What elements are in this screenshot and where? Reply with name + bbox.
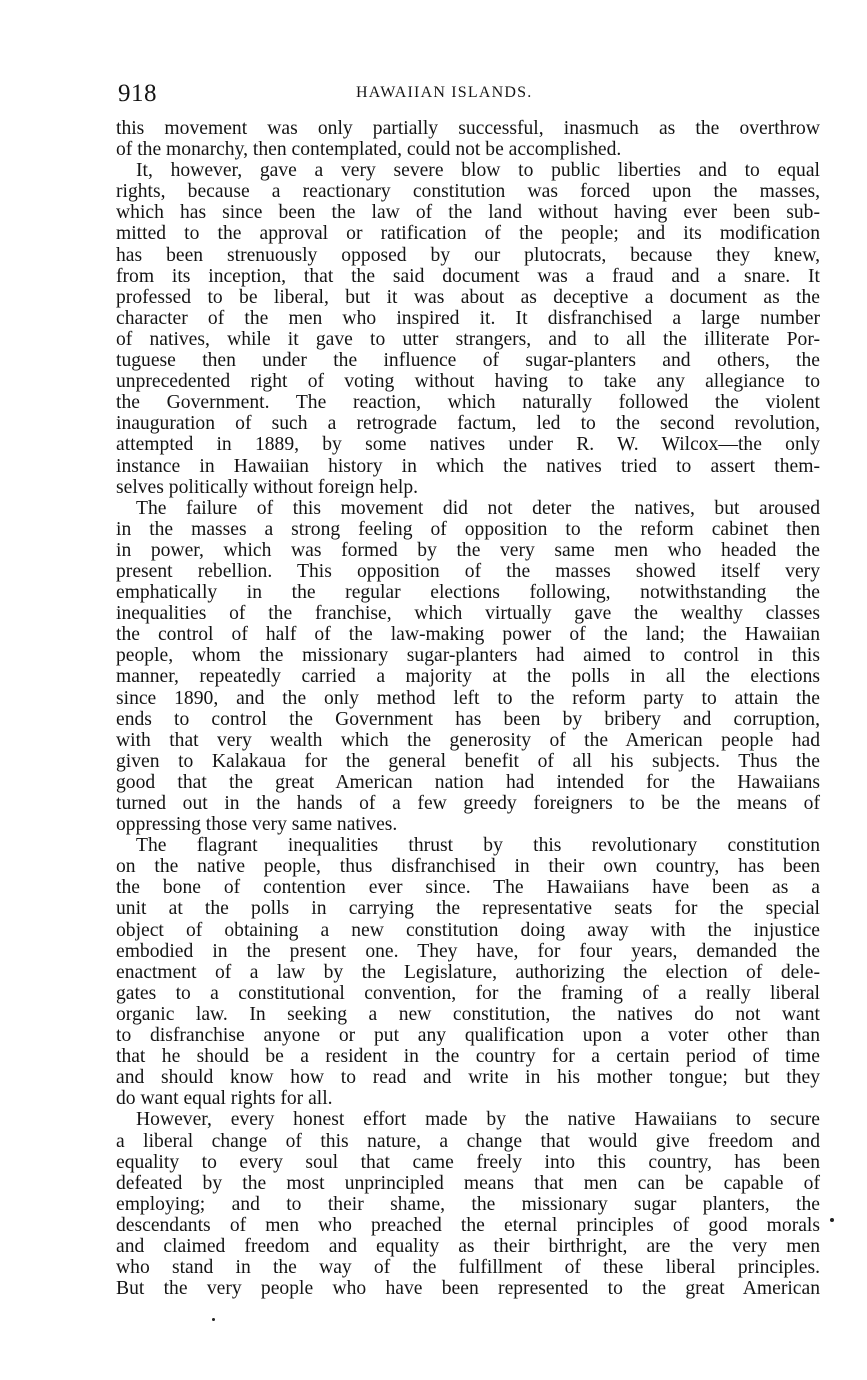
text-line: But the very people who have been represented to the great American: [116, 1278, 820, 1300]
text-line: of the monarchy, then contemplated, could not be accomplished.: [116, 139, 622, 161]
text-line: mitted to the approval or ratification of the people; and its modification: [116, 223, 820, 245]
ink-speck: [212, 1318, 215, 1321]
text-line: of natives, while it gave to utter strangers, and to all the illiterate Por-: [116, 328, 820, 350]
text-line: tuguese then under the influence of sugar-planters and others, the: [116, 350, 820, 372]
text-line: object of obtaining a new constitution doing away with the injustice: [116, 919, 820, 941]
text-line: with that very wealth which the generosity of the American people had: [116, 729, 820, 751]
text-line: It, however, gave a very severe blow to public liberties and to equal: [136, 160, 820, 182]
text-line: professed to be liberal, but it was about as deceptive a document as the: [116, 286, 820, 308]
text-line: in power, which was formed by the very same men who headed the: [116, 539, 820, 561]
text-line: which has since been the law of the land without having ever been sub-: [116, 202, 820, 224]
text-line: given to Kalakaua for the general benefit of all his subjects. Thus the: [116, 750, 820, 772]
text-line: manner, repeatedly carried a majority at the polls in all the elections: [116, 666, 820, 688]
text-line: that he should be a resident in the country for a certain period of time: [116, 1046, 820, 1068]
text-line: The flagrant inequalities thrust by this revolutionary constitution: [136, 835, 820, 857]
text-line: do want equal rights for all.: [116, 1088, 333, 1110]
text-line: enactment of a law by the Legislature, authorizing the election of dele-: [116, 961, 820, 983]
page-number: 918: [118, 80, 157, 107]
text-line: inequalities of the franchise, which virtually gave the wealthy classes: [116, 603, 820, 625]
text-line: the Government. The reaction, which naturally followed the violent: [116, 392, 820, 414]
text-line: employing; and to their shame, the missionary sugar planters, the: [116, 1193, 820, 1215]
text-line: and should know how to read and write in his mother tongue; but they: [116, 1067, 820, 1089]
text-line: descendants of men who preached the eternal principles of good morals: [116, 1214, 820, 1236]
text-line: this movement was only partially successful, inasmuch as the overthrow: [116, 118, 820, 139]
text-line: the bone of contention ever since. The Hawaiians have been as a: [116, 877, 820, 899]
text-line: instance in Hawaiian history in which the natives tried to assert them-: [116, 455, 820, 477]
text-line: attempted in 1889, by some natives under R. W. Wilcox—the only: [116, 434, 820, 456]
page-header: [118, 80, 818, 110]
text-line: However, every honest effort made by the native Hawaiians to secure: [136, 1109, 820, 1131]
text-line: unit at the polls in carrying the representative seats for the special: [116, 898, 820, 920]
text-line: has been strenuously opposed by our plutocrats, because they knew,: [116, 244, 820, 266]
text-line: defeated by the most unprincipled means that men can be capable of: [116, 1172, 820, 1194]
text-line: selves politically without foreign help.: [116, 476, 419, 498]
text-line: the control of half of the law-making power of the land; the Hawaiian: [116, 624, 820, 646]
text-line: a liberal change of this nature, a change that would give freedom and: [116, 1130, 820, 1152]
text-line: who stand in the way of the fulfillment of these liberal principles.: [116, 1257, 820, 1279]
ink-speck: [830, 1218, 834, 1222]
text-line: rights, because a reactionary constitution was forced upon the masses,: [116, 181, 820, 203]
text-line: turned out in the hands of a few greedy foreigners to be the means of: [116, 793, 820, 814]
running-head: HAWAIIAN ISLANDS.: [356, 84, 533, 101]
text-line: emphatically in the regular elections following, notwithstanding the: [116, 582, 820, 604]
text-line: organic law. In seeking a new constitution, the natives do not want: [116, 1003, 820, 1025]
text-line: unprecedented right of voting without having to take any allegiance to: [116, 371, 820, 393]
text-line: people, whom the missionary sugar-planters had aimed to control in this: [116, 645, 820, 667]
text-line: and claimed freedom and equality as their birthright, are the very men: [116, 1235, 820, 1257]
text-line: from its inception, that the said document was a fraud and a snare. It: [116, 265, 820, 287]
text-line: oppressing those very same natives.: [116, 814, 398, 836]
text-line: on the native people, thus disfranchised in their own country, has been: [116, 856, 820, 878]
text-line: good that the great American nation had intended for the Hawaiians: [116, 771, 820, 793]
text-line: present rebellion. This opposition of the masses showed itself very: [116, 560, 820, 582]
body-text: [116, 118, 820, 1299]
text-line: in the masses a strong feeling of opposition to the reform cabinet then: [116, 518, 820, 540]
text-line: gates to a constitutional convention, for the framing of a really liberal: [116, 982, 820, 1004]
text-line: equality to every soul that came freely into this country, has been: [116, 1151, 820, 1173]
text-line: embodied in the present one. They have, for four years, demanded the: [116, 940, 820, 962]
text-line: ends to control the Government has been by bribery and corruption,: [116, 708, 820, 730]
text-line: inauguration of such a retrograde factum, led to the second revolution,: [116, 413, 820, 435]
text-line: since 1890, and the only method left to the reform party to attain the: [116, 687, 820, 709]
text-line: to disfranchise anyone or put any qualification upon a voter other than: [116, 1025, 820, 1047]
text-line: The failure of this movement did not deter the natives, but aroused: [136, 497, 820, 519]
text-line: character of the men who inspired it. It disfranchised a large number: [116, 307, 820, 329]
